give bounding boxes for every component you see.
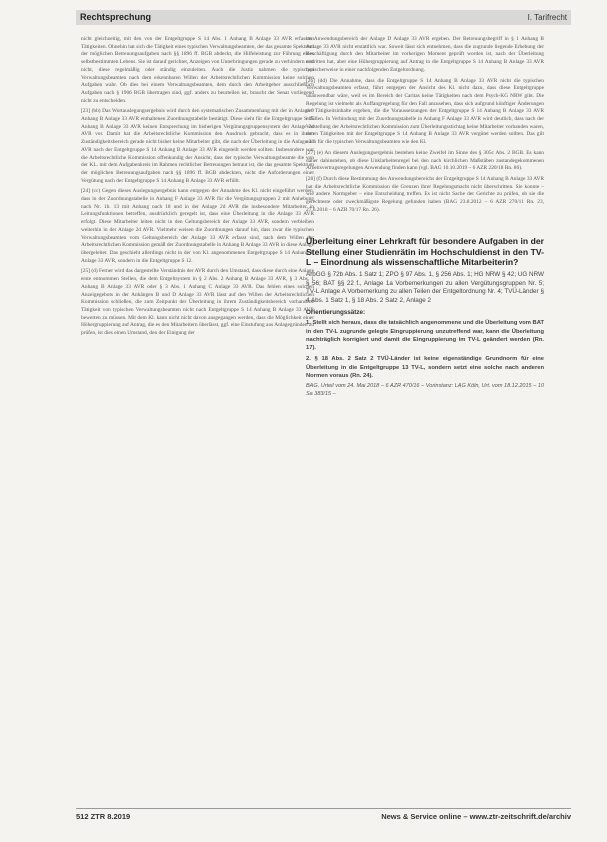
topic-label: I. Tarifrecht [321, 10, 571, 25]
paragraph: [26] (dd) Die Annahme, dass die Entgeltgruppe S 14 Anhang B Anlage 33 AVR nicht die typischen Verwaltungsbeamten erfasst, führt entgegen der Ansicht des Kl. nicht dazu, dass diese Entgeltgruppe unanwendbar wäre, weil es im Bereich der Caritas keine Tätigkeiten nach dem Psych-KG NRW gibt. Die Regelung ist vielmehr als Auffangregelung für den Fall anzusehen, dass sich aufgrund künftiger Änderungen der Tätigkeitsinhalte ergeben, die die Voraussetzungen der Entgeltgruppe S 14 Anhang B Anlage 33 AVR erfüllen. In Verbindung mit der Zuordnungstabelle in Anhang F Anlage 33 AVR wird deutlich, dass nach der Vorstellung der Arbeitsrechtlichen Kommission zum Überleitungsstichtag keine Mitarbeiter vorhanden waren, deren Tätigkeiten mit der Entgeltgruppe S 14 Anhang B Anlage 33 AVR vergütet werden sollten. Das gilt auch für die typischen Verwaltungsbeamten wie den Kl. [306, 77, 544, 146]
paragraph: [25] (d) Ferner wird das dargestellte Verständnis der AVR durch den Umstand, dass diese durch eine Anlage erste entnommen Stellen, die dem Entgeltsystem in § 2 Abs. 2 Anhang B Anlage 33 AVR, § 3 Abs. 1 Anhang B Anlage 33 AVR oder § 3 Abs. 1 Anhang C Anlage 33 AVR. Das fehlen eines solchen Anzeigegebots in der Anhängen B und D Anlage 33 AVR lässt auf den Willen der Arbeitsrechtlichen Kommission schließen, die zum Zeitpunkt der Überleitung in ihrem Zuständigkeitsbereich vorhandene Tätigkeit von typischen Verwaltungsbeamten nicht nach Entgeltgruppe S 14 Anhang B Anlage 33 AVR bewerten zu müssen. Mit dem Kl. kann nicht nicht davon ausgegangen werden, dass die Möglichkeit einer Höhergruppierung auf Antrag, die es den Mitarbeitern überlässt, ggf. eine Einstufung aus Anlagegründen zu prüfen, ist dies einen Umstand, den der Einigung der [81, 268, 314, 337]
decision-source: BAG, Urteil vom 24. Mai 2018 – 6 AZR 470/16 – Vorinstanz: LAG Köln, Urt. vom 18.12.2015 – 10 Sa 383/15 – [306, 382, 544, 397]
website-link[interactable]: News & Service online – www.ztr-zeitschrift.de/archiv [381, 812, 571, 821]
section-label: Rechtsprechung [76, 10, 326, 25]
paragraph: [28] (f) Durch diese Bestimmung des Anwendungsbereichs der Entgeltgruppe S 14 Anhang B Anlage 33 AVR hat die Arbeitsrechtliche Kommission die Grenzen ihrer Regelungsmacht nicht überschritten. Sie konnte – wie andere Normgeber – eine Entscheidung treffen. Es ist nicht Sache der Gerichte zu prüfen, ob sie die gerechteste oder zweckmäßigste Regelung gefunden haben (BAG 23.8.2012 – 6 AZR 270/11 Rn. 23, 27.6.2018 – 6 AZR 70/17 Rn. 26). [306, 175, 544, 213]
guideline-item: 1. Stellt sich heraus, dass die tatsächlich angenommene und die Überleitung vom BAT in den TV-L zugrunde gelegte Eingruppierung unzutreffend war, kann die Überleitung nachträglich korrigiert und damit die Eingruppierung im TV-L geändert werden (Rn. 17). [306, 320, 544, 352]
guideline-item: 2. § 18 Abs. 2 Satz 2 TVÜ-Länder ist keine eigenständige Grundnorm für eine Überleitung in die Entgeltgruppe 13 TV-L, sondern setzt eine solche nach anderen Normen voraus (Rn. 24). [306, 356, 544, 379]
page-info: 512 ZTR 8.2019 [76, 812, 131, 821]
paragraph: [24] (cc) Gegen dieses Auslegungsergebnis kann entgegen der Annahme des Kl. nicht eingeführt werden, dass in der Zuordnungstabelle in Anhang F Anlage 33 AVR für die Vergütungsgruppen 2 mit Anhebung nach Nr. 1b. 13 mit Anhang nach 18 und in der Anlage 2d AVR die insbesondere Mitarbeiter in Leitungsfunktionen betreffen, ausdrücklich geregelt ist, dass eine Überleitung in die Anlage 33 AVR erfolgt. Diese Mitarbeiter leiten nicht in den Geltungsbereich der Anlage 33 AVR, sondern verbleiben weiterhin in der Anlage 2d AVR. Vielmehr weisen die Zuordnungen darauf hin, dass zwar die typischen Verwaltungsbeamten vom Geltungsbereich der Anlage 33 AVR erfasst sind, nach dem Willen der Arbeitsrechtlichen Kommission gemäß der Zuordnungstabelle in Anhang B Anlage 33 AVR in diese Anlage übergeleitet. Das geschieht allerdings nicht in der von Kl. angenommenen Entgeltgruppe S 14 Anhang B Anlage 33 AVR, sondern in die Entgeltgruppe S 12. [81, 188, 314, 264]
page-header [76, 10, 571, 26]
guidelines-heading: Orientierungssätze: [306, 308, 366, 316]
norms-list: ArbGG § 72b Abs. 1 Satz 1; ZPO § 97 Abs. 1, § 256 Abs. 1; HG NRW § 42; UG NRW § 56; BAT §§ 22 f., Anlage 1a Vorbemerkungen zu allen Vergütungsgruppen Nr. 5; TV-L Anlage A Vorbemerkung zu allen Teilen der Entgeltordnung Nr. 4; TVÜ-Länder § 4 Abs. 1 Satz 1, § 18 Abs. 2 Satz 2, Anlage 2 [306, 270, 544, 305]
page-footer [76, 808, 571, 821]
right-column [306, 36, 544, 404]
paragraph: im Anwendungsbereich der Anlage D Anlage 33 AVR ergeben. Der Betreuungsbegriff in § 1 Anhang B Anlage 33 AVR nicht erstattlich war. Soweit lässt sich entnehmen, dass die zugrunde liegende Erhebung der Beschäftigung durch den Mitarbeiter im vorherigen Moment geprüft worden ist, nach der Überleitung erstritten hat, aber eine Höhergruppierung auf Antrag in die Entgeltgruppe S 14 Anhang B Anlage 33 AVR typischerweise in einer nachfolgenden Entgeltordnung. [306, 36, 544, 73]
paragraph: [27] (e) An diesem Auslegungsergebnis bestehen keine Zweifel im Sinne des § 305c Abs. 2 BGB. Es kann daher dahinstehen, ob diese Unklarheitenregel bei den nach kirchlichen Maßstäben zustandegekommenen Arbeitsvertragsregelungen Anwendung finden kann (vgl. BAG 10.10.2019 – 6 AZR 220/18 Rn. 86). [306, 149, 544, 172]
left-column [81, 36, 314, 341]
paragraph: nicht gleichzeitig, mit den von der Entgeltgruppe S 14 Abs. 1 Anhang B Anlage 33 AVR erfassten Tätigkeiten. Ohnehin hat sich die Tätigkeit eines typischen Verwaltungsbeamten, der das gesamte Spektrum der möglichen Betreuungsaufgaben nach §§ 1896 ff. BGB abdeckt, die Hilfeleistung zur Führung eines selbstbestimmten Lebens. Sie ist darauf gerichtet, Anzeigen von Unterbringungen gerade zu verhindern und nicht, diese regelmäßig oder ständig einzuleiten. Auch die Justiz nahmen die typischen Verwaltungsbeamten nach dem erkennbaren Willen der Arbeitsrechtlichen Kommission keine solchen Aufgaben wahr. Ob dies bei einem Verwaltungsbeamten, dem durch den Arbeitgeber ausschließlich Aufgaben nach § 1906 BGB übertragen sind, ggf. anders zu beurteilen ist, braucht der Senat vorliegend nicht zu entscheiden. [81, 36, 314, 104]
case-title: Überleitung einer Lehrkraft für besondere Aufgaben in der Stellung einer Studienrätin im Hochschuldienst in den TV-L – Einordnung als wissenschaftliche Mitarbeiterin? [306, 236, 544, 268]
paragraph: [23] (bb) Das Wortauslegungsergebnis wird durch den systematischen Zusammenhang mit der in Anlage 9 Anhang B Anlage 33 AVR enthaltenen Zuordnungstabelle bestätigt. Diese sieht für die Entgeltgruppe S 15 Anhang B Anlage 33 AVR keinen Entsprechung im bisherigen Vergütungsgruppensystem der Anlage 2d AVR vor. Damit hat die Arbeitsrechtliche Kommission den Ausdruck gebracht, dass es in ihrem Zuständigkeitsbereich gerade nicht bisher keine Mitarbeiter gibt, die nach der Überleitung in die Anlage 33 AVR nach der Entgeltgruppe S 14 Anhang B Anlage 33 AVR eingeteilt werden sollten. Insbesondere war die Arbeitsrechtliche Kommission offenkundig der Ansicht, dass der typische Verwaltungsbeamte die von der KL. mit dem Aufgabenkreis im Rahmen rechtlicher Betreuungen betraut ist, die das gesamte Spektrum der möglichen Betreuungsaufgaben nach §§ 1896 ff. BGB abdeckten, nicht die Anforderungen einer Vergütung nach der Entgeltgruppe S 14 Anhang B Anlage 33 AVR erfüllt. [81, 108, 314, 184]
case-heading-block [306, 236, 544, 398]
